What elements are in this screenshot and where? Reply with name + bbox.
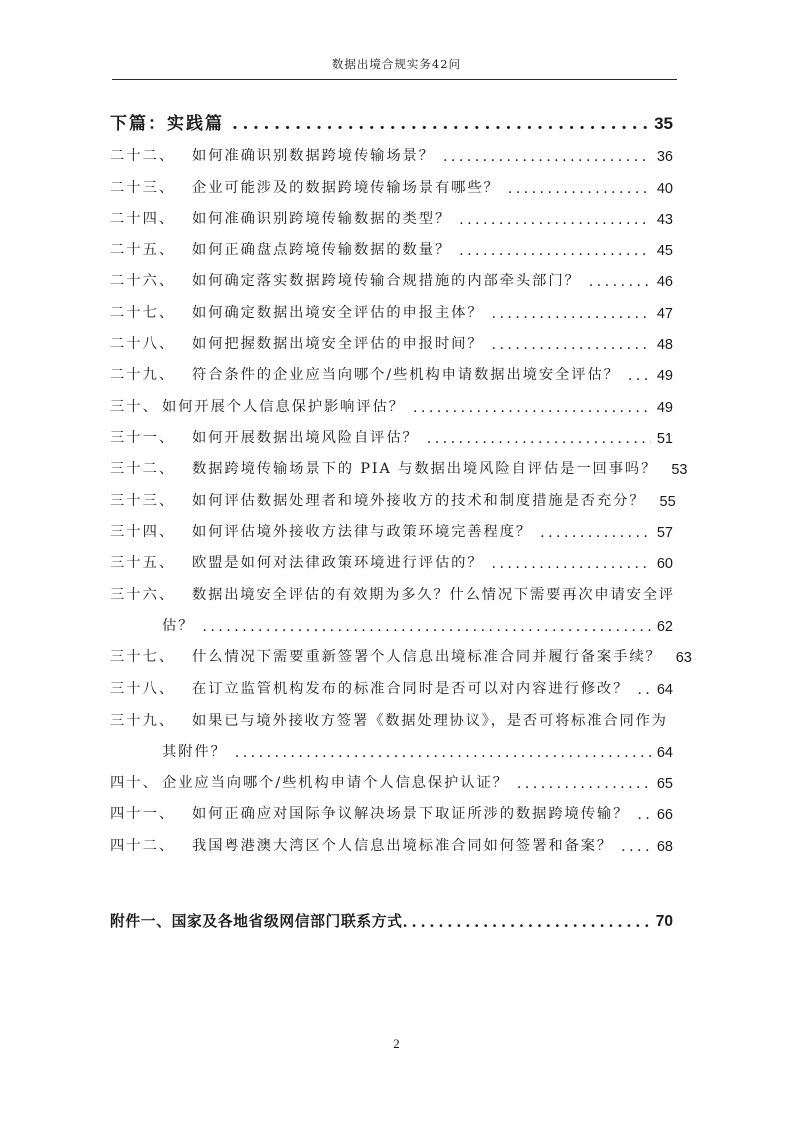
entry-title: 什么情况下需要重新签署个人信息出境标准合同并履行备案手续？ (192, 649, 662, 666)
toc-entry[interactable] (110, 322, 673, 353)
entry-number: 二十三、 (110, 179, 176, 196)
entry-page-number: 68 (656, 838, 673, 855)
toc-entry[interactable] (110, 698, 673, 730)
section-title: 下篇：实践篇 (110, 114, 224, 134)
toc-entry[interactable] (110, 635, 692, 667)
dot-leader (492, 306, 651, 322)
toc-entry[interactable] (110, 259, 673, 290)
dot-leader (459, 212, 651, 228)
dot-leader (427, 431, 651, 447)
entry-number: 三十、 (110, 398, 159, 415)
entry-page-number: 46 (656, 274, 673, 291)
entry-page-number: 49 (656, 399, 673, 416)
section-page-number: 35 (654, 114, 673, 133)
toc-entry[interactable] (110, 416, 673, 447)
entry-number: 二十七、 (110, 304, 176, 321)
toc-entry[interactable] (110, 478, 676, 510)
entry-number: 二十二、 (110, 148, 176, 165)
toc-entry-continuation[interactable] (110, 604, 673, 635)
entry-page-number: 43 (656, 211, 673, 228)
dot-leader (637, 807, 651, 823)
entry-number: 三十二、 (110, 461, 176, 478)
entry-number: 三十七、 (110, 649, 176, 666)
dot-leader (202, 619, 650, 635)
dot-leader (508, 181, 651, 197)
entry-page-number: 36 (656, 149, 673, 166)
dot-leader (628, 368, 651, 384)
entry-page-number: 55 (659, 493, 676, 510)
entry-page-number: 51 (656, 430, 673, 447)
entry-title: 符合条件的企业应当向哪个/些机构申请数据出境安全评估？ (192, 367, 620, 384)
entry-title: 数据出境安全评估的有效期为多久？什么情况下需要再次申请安全评 (192, 587, 675, 604)
toc-entry[interactable] (110, 572, 673, 604)
entry-title: 如何开展数据出境风险自评估？ (192, 429, 419, 446)
page-header: 数据出境合规实务42问 (331, 57, 462, 71)
table-of-contents (110, 104, 692, 931)
entry-page-number: 49 (656, 368, 673, 385)
appendix-title: 附件一、国家及各地省级网信部门联系方式 (110, 912, 403, 930)
entry-number: 三十六、 (110, 587, 176, 604)
entry-number: 三十一、 (110, 429, 176, 446)
entry-number: 三十四、 (110, 523, 176, 540)
entry-page-number: 60 (656, 556, 673, 573)
toc-entry[interactable] (110, 353, 673, 384)
entry-number: 二十五、 (110, 242, 176, 259)
entry-number: 三十五、 (110, 555, 176, 572)
toc-entry[interactable] (110, 384, 673, 415)
entry-number: 三十三、 (110, 492, 176, 509)
entry-page-number: 63 (675, 650, 692, 667)
toc-entry[interactable] (110, 541, 673, 572)
entry-page-number: 45 (656, 243, 673, 260)
entry-number: 四十二、 (110, 837, 176, 854)
entry-title-continuation: 其附件？ (162, 743, 227, 760)
entry-title: 我国粤港澳大湾区个人信息出境标准合同如何签署和备案？ (192, 837, 614, 854)
entry-page-number: 57 (656, 524, 673, 541)
entry-title: 如何评估境外接收方法律与政策环境完善程度？ (192, 523, 533, 540)
entry-title: 如何正确盘点跨境传输数据的数量？ (192, 242, 452, 259)
entry-number: 二十八、 (110, 336, 176, 353)
appendix-page-number: 70 (655, 912, 673, 930)
toc-appendix[interactable] (110, 895, 673, 931)
entry-number: 四十一、 (110, 806, 176, 823)
entry-number: 三十九、 (110, 712, 176, 729)
entry-number: 二十六、 (110, 273, 176, 290)
entry-title: 在订立监管机构发布的标准合同时是否可以对内容进行修改？ (192, 680, 630, 697)
toc-entry[interactable] (110, 228, 673, 259)
entry-page-number: 66 (656, 807, 673, 824)
toc-entry[interactable] (110, 823, 673, 854)
toc-entry[interactable] (110, 165, 673, 196)
entry-title: 企业可能涉及的数据跨境传输场景有哪些？ (192, 179, 500, 196)
dot-leader (517, 776, 651, 792)
toc-entry-continuation[interactable] (110, 730, 673, 761)
entry-title: 如何正确应对国际争议解决场景下取证所涉的数据跨境传输？ (192, 806, 630, 823)
dot-leader (621, 839, 651, 855)
dot-leader (492, 337, 651, 353)
toc-entry[interactable] (110, 134, 673, 165)
dot-leader (540, 525, 651, 541)
entry-page-number: 64 (656, 744, 673, 761)
toc-spacer (110, 855, 673, 895)
dot-leader (403, 914, 650, 931)
dot-leader (232, 114, 648, 134)
entry-page-number: 65 (656, 776, 673, 793)
dot-leader (413, 400, 651, 416)
page-number: 2 (393, 1036, 400, 1051)
dot-leader (443, 149, 651, 165)
entry-number: 三十八、 (110, 680, 176, 697)
entry-title: 欧盟是如何对法律政策环境进行评估的？ (192, 555, 484, 572)
toc-entry[interactable] (110, 761, 673, 792)
entry-number: 二十九、 (110, 367, 176, 384)
entry-title: 如何确定数据出境安全评估的申报主体？ (192, 304, 484, 321)
entry-page-number: 48 (656, 337, 673, 354)
entry-title: 如何开展个人信息保护影响评估？ (162, 398, 405, 415)
entry-page-number: 40 (656, 180, 673, 197)
dot-leader (637, 682, 651, 698)
toc-entry[interactable] (110, 290, 673, 321)
entry-number: 四十、 (110, 775, 159, 792)
toc-entry[interactable] (110, 510, 673, 541)
entry-title: 如何评估数据处理者和境外接收方的技术和制度措施是否充分？ (192, 492, 646, 509)
entry-number: 二十四、 (110, 210, 176, 227)
toc-entry[interactable] (110, 792, 673, 823)
entry-page-number: 47 (656, 305, 673, 322)
entry-page-number: 62 (656, 619, 673, 636)
toc-entry[interactable] (110, 197, 673, 228)
toc-section-heading[interactable] (110, 104, 673, 134)
entry-title: 如何准确识别数据跨境传输场景？ (192, 148, 435, 165)
entry-title: 如何确定落实数据跨境传输合规措施的内部牵头部门？ (192, 273, 581, 290)
dot-leader (235, 745, 651, 761)
dot-leader (492, 556, 651, 572)
toc-entry[interactable] (110, 666, 673, 697)
entry-title-continuation: 估？ (162, 618, 195, 635)
entry-page-number: 53 (671, 462, 688, 479)
entry-title: 如何准确识别跨境传输数据的类型？ (192, 210, 452, 227)
entry-title: 企业应当向哪个/些机构申请个人信息保护认证？ (162, 775, 509, 792)
toc-entry[interactable] (110, 447, 688, 479)
entry-page-number: 64 (656, 681, 673, 698)
entry-title: 如何把握数据出境安全评估的申报时间？ (192, 336, 484, 353)
entry-title: 如果已与境外接收方签署《数据处理协议》，是否可将标准合同作为 (192, 712, 668, 729)
dot-leader (589, 274, 651, 290)
entry-title: 数据跨境传输场景下的 PIA 与数据出境风险自评估是一回事吗？ (192, 461, 658, 478)
header-divider (112, 79, 677, 80)
dot-leader (459, 243, 651, 259)
